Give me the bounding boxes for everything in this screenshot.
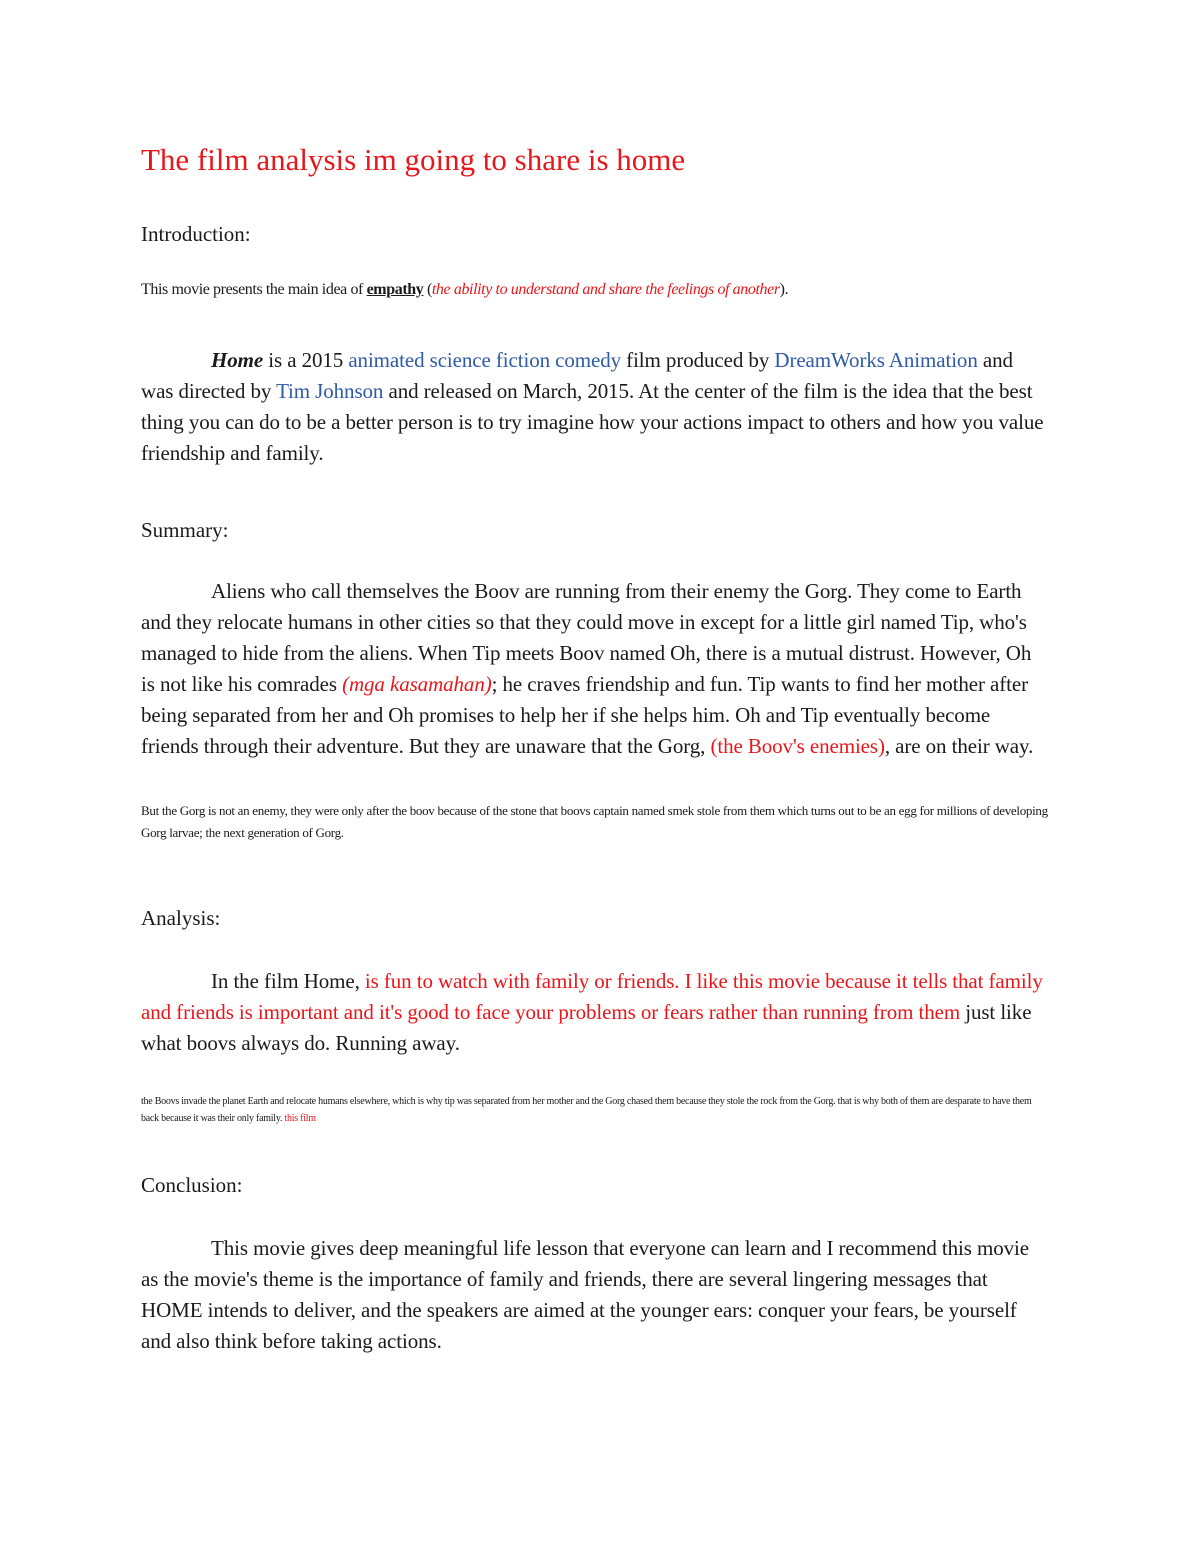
analysis-note-text: the Boovs invade the planet Earth and relocate humans elsewhere, which is why tip was separated from her mother and the Gorg chased them because they stole the rock from the Gorg. that is why both of them are desparate to have them back because it was their only family. <box>141 1096 1032 1124</box>
overview-text-3: and was directed by <box>141 348 1013 403</box>
studio-link[interactable]: DreamWorks Animation <box>774 348 978 372</box>
genre-link[interactable]: animated science fiction comedy <box>348 348 622 372</box>
empathy-definition: the ability to understand and share the feelings of another <box>431 281 780 298</box>
intro-text: This movie presents the main idea of <box>141 281 367 298</box>
analysis-label: Analysis: <box>141 906 221 930</box>
summary-text-3: , are on their way. <box>884 734 1034 758</box>
empathy-keyword: empathy <box>366 281 424 298</box>
overview-text-2: film produced by <box>621 348 775 372</box>
overview-paragraph <box>141 345 1050 469</box>
summary-paragraph <box>141 576 1050 762</box>
introduction-label: Introduction: <box>141 222 251 246</box>
director-link[interactable]: Tim Johnson <box>276 379 384 403</box>
intro-open-paren: ( <box>423 281 432 298</box>
analysis-paragraph <box>141 966 1050 1059</box>
document-title: The film analysis im going to share is home <box>141 142 686 177</box>
overview-text-4: and released on March, 2015. At the center of the film is the idea that the best thing you can do to be a better person is to try imagine how your actions impact to others and how you value friendship and family. <box>141 379 1044 465</box>
boov-enemies-note: (the Boov's enemies) <box>710 734 885 758</box>
home-title: Home <box>211 348 264 372</box>
summary-text-1: Aliens who call themselves the Boov are running from their enemy the Gorg. They come to Earth and they relocate humans in other cities so that they could move in except for a little girl named Tip, who's managed to hide from the aliens. When Tip meets Boov named Oh, there is a mutual distrust. However, Oh is not like his comrades <box>141 579 1032 696</box>
conclusion-label: Conclusion: <box>141 1173 243 1197</box>
overview-text-1: is a 2015 <box>263 348 349 372</box>
summary-note: But the Gorg is not an enemy, they were only after the boov because of the stone that boovs captain named smek stole from them which turns out to be an egg for millions of developing Gorg larvae; the next generation of Gorg. <box>141 803 1048 840</box>
tagalog-translation: (mga kasamahan) <box>342 672 492 696</box>
analysis-text-1: In the film Home, <box>211 969 365 993</box>
summary-label: Summary: <box>141 518 229 542</box>
intro-close-paren: ). <box>779 281 789 298</box>
summary-text-2: ; he craves friendship and fun. Tip wants to find her mother after being separated from her and Oh promises to help her if she helps him. Oh and Tip eventually become friends through their adventure. But they are unaware that the Gorg, <box>141 672 1028 758</box>
conclusion-paragraph: This movie gives deep meaningful life lesson that everyone can learn and I recommend this movie as the movie's theme is the importance of family and friends, there are several lingering messages that HOME intends to deliver, and the speakers are aimed at the younger ears: conquer your fears, be yourself and also think before taking actions. <box>141 1236 1029 1353</box>
analysis-text-2: just like what boovs always do. Running away. <box>141 1000 1032 1055</box>
analysis-note-red: this film <box>282 1113 316 1124</box>
analysis-note <box>141 1093 1050 1127</box>
introduction-paragraph <box>141 278 1050 302</box>
analysis-red-text: is fun to watch with family or friends. I like this movie because it tells that family and friends is important and it's good to face your problems or fears rather than running from them <box>141 969 1043 1024</box>
